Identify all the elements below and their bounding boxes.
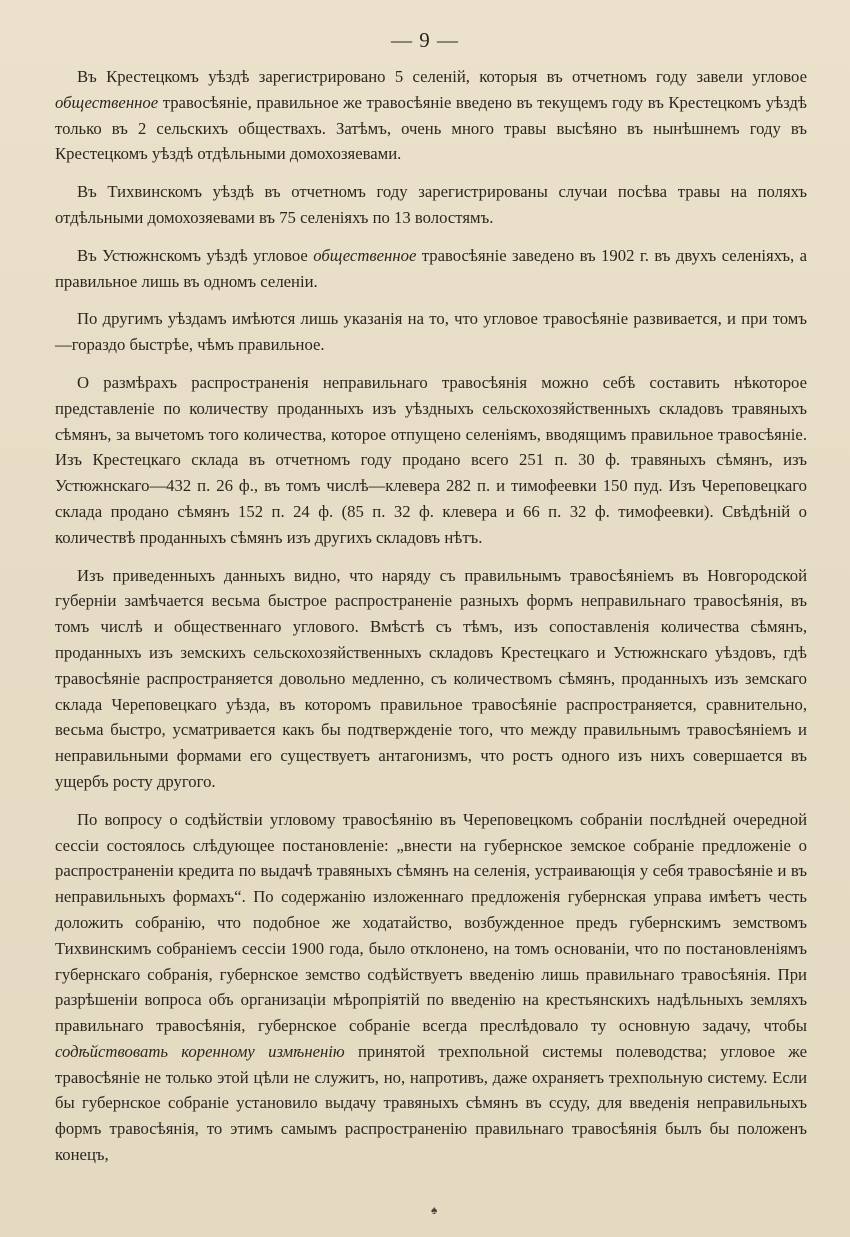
- paragraph-text: Въ Тихвинскомъ уѣздѣ въ отчетномъ году зарегистрированы случаи посѣва травы на поляхъ отдѣльными домохозяевами въ 75 селеніяхъ по 13 волостямъ.: [55, 182, 807, 227]
- paragraph-text: принятой трехпольной системы полеводства; угловое же травосѣяніе не только этой цѣли не служитъ, но, напротивъ, даже охраняетъ трехпольную систему. Если бы губернское собраніе установило выдачу травяныхъ сѣмянъ въ ссуду, для введенія неправильныхъ формъ травосѣянія, то этимъ самымъ распространенію правильнаго травосѣянія былъ бы положенъ конецъ,: [55, 1041, 807, 1165]
- italic-text: общественное: [313, 245, 417, 265]
- printer-ornament: ♠: [431, 1203, 438, 1217]
- paragraph-text: По другимъ уѣздамъ имѣются лишь указанія на то, что угловое травосѣяніе развивается, и при томъ—гораздо быстрѣе, чѣмъ правильное.: [55, 309, 807, 355]
- paragraph-text: По вопросу о содѣйствіи угловому травосѣянію въ Череповецкомъ собраніи послѣдней очередной сессіи состоялось слѣдующее постановленіе: „внести на губернское земское собраніе предложеніе о распространеніи кредита по выдачѣ травяныхъ сѣмянъ на селенія, устраивающія у себя травосѣяніе и въ неправильныхъ формахъ“. По содержанію изложеннаго предложенія губернская управа имѣетъ честь доложить собранію, что подобное же ходатайство, возбужденное предъ губернскимъ земствомъ Тихвинскимъ собраніемъ сессіи 1900 года, было отклонено, на томъ основаніи, что по постановленіямъ губернскаго собранія, губернское земство содѣйствуетъ введенію лишь правильнаго травосѣянія. При разрѣшеніи вопроса объ организаціи мѣропріятій по введенію на крестьянскихъ надѣльныхъ земляхъ правильнаго травосѣянія, губернское собраніе всегда преслѣдовало ту основную задачу, чтобы: [55, 809, 807, 1036]
- paragraph: [55, 306, 807, 358]
- italic-text: содѣйствовать коренному измѣненію: [55, 1041, 345, 1061]
- page-number: — 9 —: [391, 28, 459, 52]
- paragraph: [55, 64, 807, 167]
- italic-text: общественное: [55, 92, 159, 112]
- paragraph-text: О размѣрахъ распространенія неправильнаго травосѣянія можно себѣ составить нѣкоторое представленіе по количеству проданныхъ изъ уѣздныхъ сельскохозяйственныхъ складовъ травяныхъ сѣмянъ, за вычетомъ того количества, которое отпущено селеніямъ, вводящимъ правильное травосѣяніе. Изъ Крестецкаго склада въ отчетномъ году продано всего 251 п. 30 ф. травяныхъ сѣмянъ, изъ Устюжнскаго—432 п. 26 ф., въ томъ числѣ—клевера 282 п. и тимофеевки 150 пуд. Изъ Череповецкаго склада продано сѣмянъ 152 п. 24 ф. (85 п. 32 ф. клевера и 66 п. 32 ф. тимофеевки). Свѣдѣній о количествѣ проданныхъ сѣмянъ изъ другихъ складовъ нѣтъ.: [55, 372, 807, 547]
- paragraph: [55, 243, 807, 295]
- paragraph-text: Въ Устюжнскомъ уѣздѣ угловое: [77, 245, 314, 265]
- paragraph: [55, 179, 807, 231]
- body-text: [55, 64, 807, 1180]
- paragraph: [55, 370, 807, 551]
- paragraph: [55, 807, 807, 1168]
- paragraph: [55, 563, 807, 795]
- paragraph-text: травосѣяніе заведено въ 1902 г. въ двухъ селеніяхъ, а правильное лишь въ одномъ селеніи.: [55, 245, 808, 291]
- paragraph-text: Изъ приведенныхъ данныхъ видно, что наряду съ правильнымъ травосѣяніемъ въ Новгородской губерніи замѣчается весьма быстрое распространеніе разныхъ формъ неправильнаго травосѣянія, въ томъ числѣ и общественнаго углового. Вмѣстѣ съ тѣмъ, изъ сопоставленія количества сѣмянъ, проданныхъ изъ земскихъ сельскохозяйственныхъ складовъ Крестецкаго и Устюжнскаго уѣздовъ, гдѣ травосѣяніе распространяется довольно медленно, съ количествомъ сѣмянъ, проданныхъ изъ земскаго склада Череповецкаго уѣзда, въ которомъ правильное травосѣяніе распространяется, сравнительно, весьма быстро, усматривается какъ бы подтвержденіе того, что между правильнымъ травосѣяніемъ и неправильными формами его существуетъ антагонизмъ, что ростъ одного изъ нихъ совершается въ ущербъ росту другого.: [55, 565, 807, 791]
- paragraph-text: Въ Крестецкомъ уѣздѣ зарегистрировано 5 селеній, которыя въ отчетномъ году завели угловое: [77, 67, 807, 86]
- paragraph-text: травосѣяніе, правильное же травосѣяніе введено въ текущемъ году въ Крестецкомъ уѣздѣ только въ 2 сельскихъ обществахъ. Затѣмъ, очень много травы высѣяно въ нынѣшнемъ году въ Крестецкомъ уѣздѣ отдѣльными домохозяевами.: [55, 92, 807, 164]
